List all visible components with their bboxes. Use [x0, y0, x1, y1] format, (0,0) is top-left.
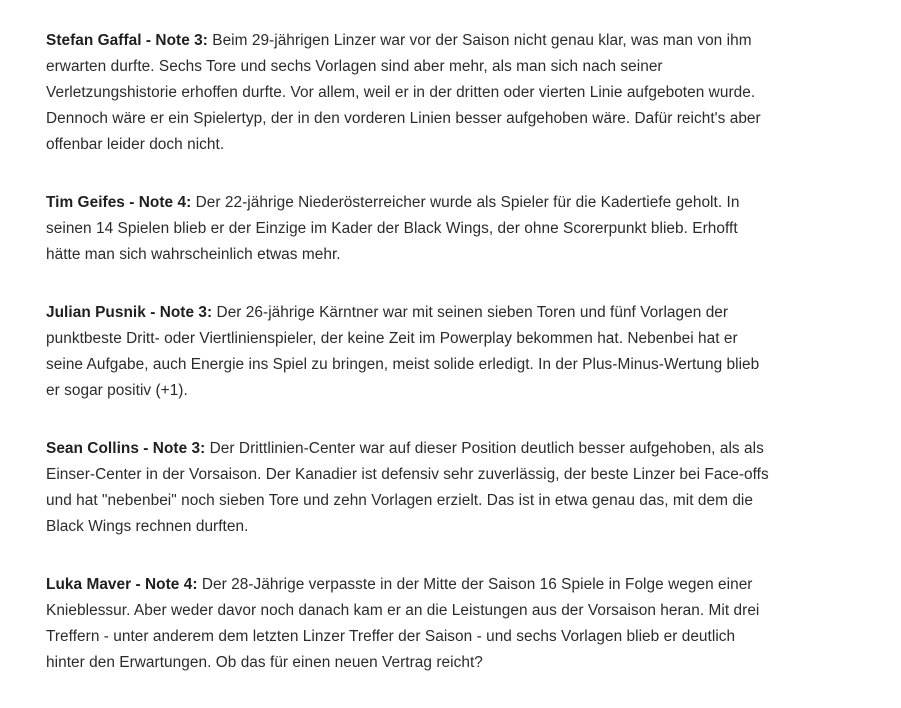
player-rating-text: Der 22-jährige Niederösterreicher wurde als Spieler für die Kadertiefe geholt. In seinen 14 Spielen blieb er der Einzige im Kader der Black Wings, der ohne Scorerpunkt blieb. Erhofft hätte man sich wahrscheinlich etwas mehr.: [46, 194, 740, 263]
player-rating-paragraph: [46, 572, 771, 676]
player-rating-heading: Tim Geifes - Note 4:: [46, 194, 192, 211]
article-body: [46, 28, 771, 708]
player-rating-text: Der Drittlinien-Center war auf dieser Position deutlich besser aufgehoben, als als Einser-Center in der Vorsaison. Der Kanadier ist defensiv sehr zuverlässig, der beste Linzer bei Face-offs und hat "nebenbei" noch sieben Tore und zehn Vorlagen erzielt. Das ist in etwa genau das, mit dem die Black Wings rechnen durften.: [46, 440, 769, 535]
player-rating-text: Beim 29-jährigen Linzer war vor der Saison nicht genau klar, was man von ihm erwarten durfte. Sechs Tore und sechs Vorlagen sind aber mehr, als man sich nach seiner Verletzungshistorie erhoffen durfte. Vor allem, weil er in der dritten oder vierten Linie aufgeboten wurde. Dennoch wäre er ein Spielertyp, der in den vorderen Linien besser aufgehoben wäre. Dafür reicht's aber offenbar leider doch nicht.: [46, 32, 761, 153]
player-rating-paragraph: [46, 436, 771, 540]
player-rating-text: Der 26-jährige Kärntner war mit seinen sieben Toren und fünf Vorlagen der punktbeste Dritt- oder Viertlinienspieler, der keine Zeit im Powerplay bekommen hat. Nebenbei hat er seine Aufgabe, auch Energie ins Spiel zu bringen, meist solide erledigt. In der Plus-Minus-Wertung blieb er sogar positiv (+1).: [46, 304, 760, 399]
player-rating-heading: Stefan Gaffal - Note 3:: [46, 32, 208, 49]
player-rating-heading: Julian Pusnik - Note 3:: [46, 304, 213, 321]
player-rating-text: Der 28-Jährige verpasste in der Mitte der Saison 16 Spiele in Folge wegen einer Knieblessur. Aber weder davor noch danach kam er an die Leistungen aus der Vorsaison heran. Mit drei Treffern - unter anderem dem letzten Linzer Treffer der Saison - und sechs Vorlagen blieb er deutlich hinter den Erwartungen. Ob das für einen neuen Vertrag reicht?: [46, 576, 760, 671]
player-rating-paragraph: [46, 28, 771, 158]
player-rating-heading: Luka Maver - Note 4:: [46, 576, 198, 593]
player-rating-heading: Sean Collins - Note 3:: [46, 440, 206, 457]
player-rating-paragraph: [46, 190, 771, 268]
player-rating-paragraph: [46, 300, 771, 404]
